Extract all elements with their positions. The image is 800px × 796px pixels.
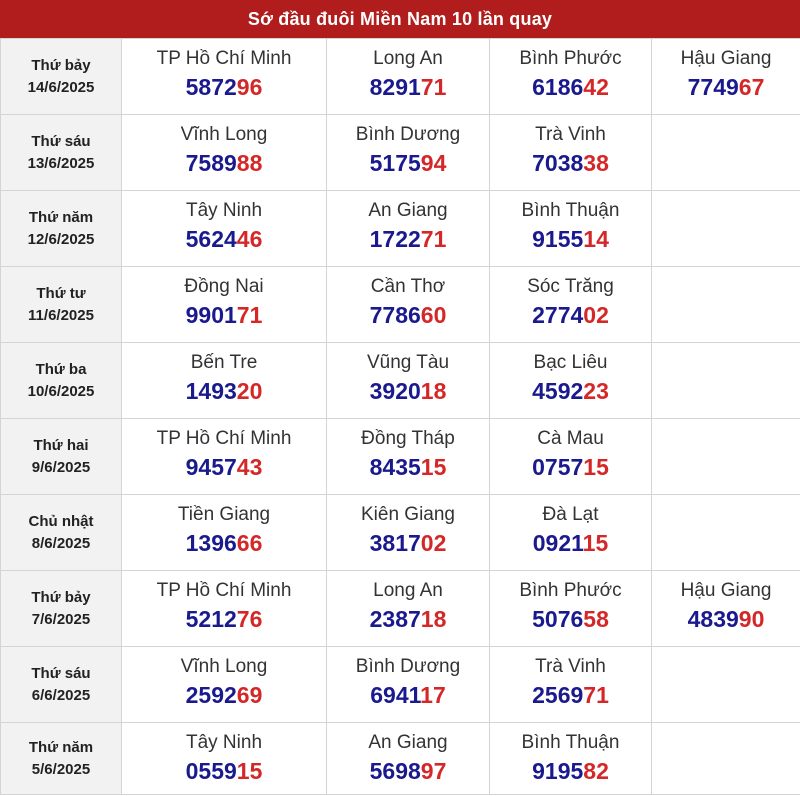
- number-head-digits: 1722: [369, 226, 421, 252]
- number-head-digits: 3817: [369, 530, 421, 556]
- province-cell: [490, 495, 652, 571]
- number-head-digits: 6186: [532, 74, 584, 100]
- province-cell: [122, 191, 327, 267]
- table-row: [1, 571, 800, 647]
- lottery-number: [122, 452, 326, 482]
- province-name: Đồng Tháp: [361, 428, 455, 449]
- number-tail-digits: 42: [583, 74, 609, 100]
- number-head-digits: 5076: [532, 606, 584, 632]
- empty-cell: [652, 647, 800, 723]
- province-name: Long An: [373, 580, 443, 601]
- date-cell: [1, 191, 122, 267]
- number-head-digits: 2387: [369, 606, 421, 632]
- number-head-digits: 5624: [185, 226, 237, 252]
- date-label: 10/6/2025: [27, 382, 95, 400]
- date-cell: [1, 495, 122, 571]
- province-cell: [327, 39, 490, 115]
- lottery-number: [327, 376, 489, 406]
- province-name: Trà Vinh: [535, 124, 606, 145]
- date-cell: [1, 723, 122, 795]
- number-tail-digits: 96: [236, 74, 263, 100]
- number-head-digits: 8435: [369, 454, 421, 480]
- province-cell: [490, 115, 652, 191]
- weekday-label: Thứ ba: [35, 360, 87, 378]
- date-cell: [1, 343, 122, 419]
- number-tail-digits: 88: [236, 150, 263, 176]
- number-head-digits: 0921: [532, 530, 583, 556]
- lottery-number: [490, 300, 651, 330]
- number-tail-digits: 20: [236, 378, 263, 404]
- province-name: Tiền Giang: [177, 504, 271, 525]
- number-head-digits: 3920: [369, 378, 421, 404]
- province-cell: [327, 647, 490, 723]
- weekday-label: Thứ năm: [28, 208, 94, 226]
- province-cell: [122, 267, 327, 343]
- number-head-digits: 9155: [532, 226, 584, 252]
- number-head-digits: 6941: [370, 682, 421, 708]
- number-tail-digits: 15: [583, 454, 609, 480]
- number-head-digits: 0757: [532, 454, 584, 480]
- number-head-digits: 4839: [687, 606, 739, 632]
- province-cell: [327, 419, 490, 495]
- province-cell: [122, 723, 327, 795]
- number-head-digits: 1493: [185, 378, 237, 404]
- weekday-label: Thứ bảy: [31, 588, 91, 606]
- province-cell: [122, 647, 327, 723]
- province-name: Kiên Giang: [360, 504, 455, 525]
- number-head-digits: 9901: [185, 302, 237, 328]
- province-cell: [652, 39, 800, 115]
- lottery-number: [490, 452, 651, 482]
- lottery-number: [122, 604, 326, 634]
- province-name: Bình Phước: [519, 580, 622, 601]
- number-head-digits: 5872: [185, 74, 237, 100]
- number-tail-digits: 18: [420, 606, 447, 632]
- province-cell: [122, 343, 327, 419]
- lottery-number: [327, 224, 489, 254]
- date-cell: [1, 647, 122, 723]
- number-tail-digits: 15: [236, 758, 263, 784]
- number-head-digits: 5175: [369, 150, 421, 176]
- province-cell: [327, 723, 490, 795]
- empty-cell: [652, 343, 800, 419]
- number-tail-digits: 02: [583, 302, 609, 328]
- province-cell: [122, 571, 327, 647]
- weekday-label: Thứ sáu: [31, 664, 91, 682]
- number-head-digits: 2774: [532, 302, 584, 328]
- number-tail-digits: 71: [236, 302, 263, 328]
- province-cell: [122, 495, 327, 571]
- number-tail-digits: 67: [738, 74, 765, 100]
- province-name: Đà Lạt: [542, 504, 599, 525]
- number-tail-digits: 76: [236, 606, 263, 632]
- number-tail-digits: 46: [236, 226, 263, 252]
- province-name: Bến Tre: [190, 352, 258, 373]
- date-cell: [1, 419, 122, 495]
- lottery-number: [327, 148, 489, 178]
- province-cell: [327, 115, 490, 191]
- number-head-digits: 7786: [369, 302, 421, 328]
- lottery-number: [490, 376, 651, 406]
- empty-cell: [652, 419, 800, 495]
- province-name: An Giang: [368, 200, 448, 221]
- lottery-number: [122, 300, 326, 330]
- province-cell: [327, 191, 490, 267]
- province-name: Bình Dương: [355, 124, 461, 145]
- province-cell: [490, 343, 652, 419]
- number-head-digits: 7038: [532, 150, 584, 176]
- weekday-label: Thứ tư: [36, 284, 86, 302]
- province-name: Vĩnh Long: [180, 656, 268, 677]
- lottery-number: [122, 72, 326, 102]
- date-cell: [1, 115, 122, 191]
- date-label: 6/6/2025: [31, 686, 91, 704]
- number-tail-digits: 15: [582, 530, 609, 556]
- table-row: [1, 343, 800, 419]
- province-name: Long An: [373, 48, 443, 69]
- lottery-number: [327, 300, 489, 330]
- lottery-number: [122, 148, 326, 178]
- province-name: TP Hồ Chí Minh: [156, 428, 292, 449]
- number-tail-digits: 15: [420, 454, 447, 480]
- date-label: 12/6/2025: [27, 230, 95, 248]
- province-name: Hậu Giang: [680, 580, 772, 601]
- province-cell: [490, 419, 652, 495]
- weekday-label: Thứ năm: [28, 738, 94, 756]
- province-cell: [327, 571, 490, 647]
- lottery-number: [327, 680, 489, 710]
- province-name: Cần Thơ: [370, 276, 446, 297]
- weekday-label: Thứ bảy: [31, 56, 91, 74]
- date-label: 11/6/2025: [28, 306, 94, 324]
- lottery-number: [652, 72, 800, 102]
- date-cell: [1, 571, 122, 647]
- number-tail-digits: 38: [583, 150, 609, 176]
- province-name: Đồng Nai: [184, 276, 264, 297]
- province-cell: [327, 267, 490, 343]
- date-label: 8/6/2025: [31, 534, 91, 552]
- table-row: [1, 39, 800, 115]
- date-label: 9/6/2025: [31, 458, 91, 476]
- number-head-digits: 7749: [687, 74, 739, 100]
- date-label: 7/6/2025: [31, 610, 91, 628]
- province-cell: [652, 571, 800, 647]
- weekday-label: Thứ hai: [33, 436, 89, 454]
- lottery-number: [490, 148, 651, 178]
- province-name: Vũng Tàu: [366, 352, 450, 373]
- province-cell: [490, 571, 652, 647]
- province-cell: [490, 191, 652, 267]
- date-cell: [1, 39, 122, 115]
- results-table: [0, 38, 800, 795]
- table-row: [1, 267, 800, 343]
- province-cell: [490, 723, 652, 795]
- table-row: [1, 191, 800, 267]
- lottery-number: [490, 224, 651, 254]
- lottery-number: [122, 528, 326, 558]
- number-tail-digits: 43: [236, 454, 263, 480]
- province-name: Bình Thuận: [521, 200, 620, 221]
- province-name: Tây Ninh: [185, 200, 263, 221]
- number-head-digits: 2592: [185, 682, 237, 708]
- weekday-label: Chủ nhật: [28, 512, 94, 530]
- date-cell: [1, 267, 122, 343]
- table-title: Sớ đầu đuôi Miền Nam 10 lần quay: [0, 0, 800, 38]
- table-row: [1, 495, 800, 571]
- table-row: [1, 723, 800, 795]
- province-name: Bình Dương: [355, 656, 461, 677]
- province-cell: [122, 115, 327, 191]
- province-cell: [327, 343, 490, 419]
- province-name: TP Hồ Chí Minh: [156, 48, 292, 69]
- empty-cell: [652, 191, 800, 267]
- province-name: Bình Phước: [519, 48, 622, 69]
- number-head-digits: 0559: [185, 758, 237, 784]
- province-cell: [490, 647, 652, 723]
- number-head-digits: 9195: [532, 758, 584, 784]
- province-name: TP Hồ Chí Minh: [156, 580, 292, 601]
- province-name: Bình Thuận: [521, 732, 620, 753]
- province-cell: [122, 39, 327, 115]
- province-name: Cà Mau: [537, 428, 604, 449]
- weekday-label: Thứ sáu: [31, 132, 91, 150]
- province-name: Hậu Giang: [680, 48, 772, 69]
- number-tail-digits: 71: [583, 682, 609, 708]
- number-head-digits: 5698: [369, 758, 421, 784]
- empty-cell: [652, 115, 800, 191]
- number-tail-digits: 71: [420, 226, 447, 252]
- province-cell: [122, 419, 327, 495]
- number-tail-digits: 14: [583, 226, 609, 252]
- lottery-number: [490, 604, 651, 634]
- lottery-number: [122, 224, 326, 254]
- number-tail-digits: 18: [420, 378, 447, 404]
- date-label: 13/6/2025: [27, 154, 95, 172]
- number-tail-digits: 02: [420, 530, 447, 556]
- number-head-digits: 2569: [532, 682, 584, 708]
- number-tail-digits: 23: [583, 378, 609, 404]
- number-tail-digits: 60: [420, 302, 447, 328]
- number-tail-digits: 94: [420, 150, 447, 176]
- province-name: Bạc Liêu: [533, 352, 608, 373]
- number-tail-digits: 66: [236, 530, 263, 556]
- lottery-number: [327, 528, 489, 558]
- number-tail-digits: 71: [420, 74, 447, 100]
- lottery-number: [490, 756, 651, 786]
- number-head-digits: 4592: [532, 378, 584, 404]
- province-name: Tây Ninh: [185, 732, 263, 753]
- table-row: [1, 115, 800, 191]
- lottery-number: [327, 604, 489, 634]
- lottery-number: [122, 756, 326, 786]
- number-head-digits: 8291: [369, 74, 421, 100]
- province-cell: [490, 39, 652, 115]
- province-cell: [327, 495, 490, 571]
- date-label: 14/6/2025: [27, 78, 95, 96]
- number-head-digits: 1396: [185, 530, 237, 556]
- province-name: Trà Vinh: [535, 656, 606, 677]
- number-tail-digits: 69: [236, 682, 263, 708]
- lottery-number: [490, 528, 651, 558]
- lottery-number: [327, 756, 489, 786]
- lottery-number: [122, 376, 326, 406]
- empty-cell: [652, 495, 800, 571]
- number-tail-digits: 58: [583, 606, 609, 632]
- lottery-number: [490, 680, 651, 710]
- number-head-digits: 7589: [185, 150, 237, 176]
- province-cell: [490, 267, 652, 343]
- table-row: [1, 647, 800, 723]
- number-tail-digits: 17: [420, 682, 446, 708]
- number-head-digits: 5212: [185, 606, 237, 632]
- province-name: An Giang: [368, 732, 448, 753]
- lottery-number: [327, 452, 489, 482]
- lottery-number: [327, 72, 489, 102]
- lottery-number: [652, 604, 800, 634]
- number-tail-digits: 90: [738, 606, 765, 632]
- province-name: Vĩnh Long: [180, 124, 268, 145]
- province-name: Sóc Trăng: [527, 276, 614, 297]
- lottery-number: [122, 680, 326, 710]
- number-head-digits: 9457: [185, 454, 237, 480]
- lottery-number: [490, 72, 651, 102]
- empty-cell: [652, 267, 800, 343]
- table-row: [1, 419, 800, 495]
- date-label: 5/6/2025: [31, 760, 91, 778]
- number-tail-digits: 82: [583, 758, 609, 784]
- empty-cell: [652, 723, 800, 795]
- number-tail-digits: 97: [420, 758, 447, 784]
